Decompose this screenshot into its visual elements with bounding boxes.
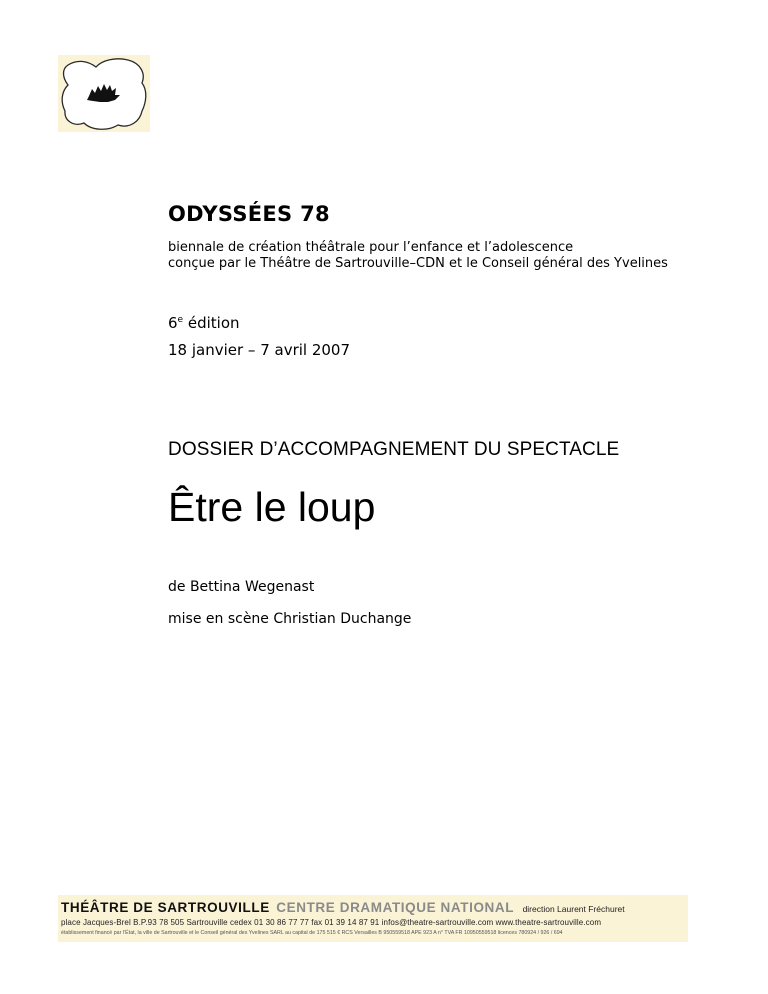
festival-dates: 18 janvier – 7 avril 2007 xyxy=(168,341,351,359)
edition-suffix: e xyxy=(177,315,184,325)
edition-digit: 6 xyxy=(168,314,178,332)
theatre-legal: établissement financé par l’État, la ville de Sartrouville et le Conseil général des Yvelines SARL au capital de 175 515 € RCS Versailles B 950559518 APE 923 A n° TVA FR 10950559518 licences 780924 / 926 / 694 xyxy=(61,930,563,936)
play-director: mise en scène Christian Duchange xyxy=(168,611,412,627)
play-author: de Bettina Wegenast xyxy=(168,579,315,595)
theatre-footer xyxy=(58,895,688,942)
dossier-heading: DOSSIER D’ACCOMPAGNEMENT DU SPECTACLE xyxy=(168,439,620,460)
festival-title: ODYSSÉES 78 xyxy=(168,202,330,226)
theatre-address: place Jacques-Brel B.P.93 78 505 Sartrouville cedex 01 30 86 77 77 fax 01 39 14 87 91 infos@theatre-sartrouville.com www.theatre-sartrouville.com xyxy=(61,918,602,927)
poppy-logo xyxy=(58,55,150,132)
theatre-name: THÉÂTRE DE SARTROUVILLE xyxy=(61,900,270,915)
theatre-direction: direction Laurent Fréchuret xyxy=(522,904,625,914)
play-title: Être le loup xyxy=(168,484,376,530)
festival-subtitle-line2: conçue par le Théâtre de Sartrouville–CDN et le Conseil général des Yvelines xyxy=(168,256,668,271)
edition-label: édition xyxy=(183,314,240,332)
footer-heading xyxy=(61,899,625,917)
poppy-flower-icon xyxy=(58,55,150,132)
festival-subtitle-line1: biennale de création théâtrale pour l’enfance et l’adolescence xyxy=(168,240,574,255)
centre-dramatique: CENTRE DRAMATIQUE NATIONAL xyxy=(276,900,515,915)
edition-number xyxy=(168,314,240,332)
